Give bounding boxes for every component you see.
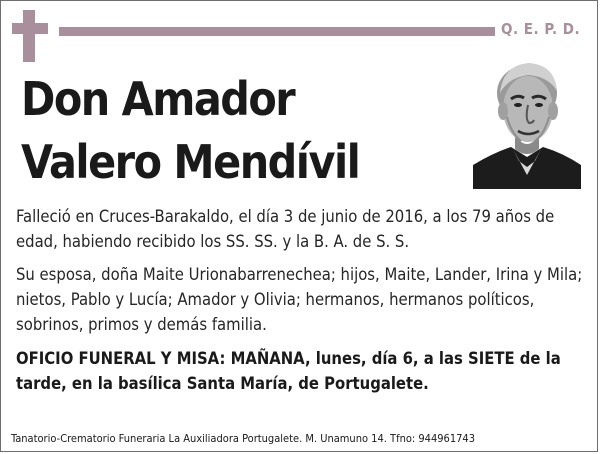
- funeral-home-footer: Tanatorio-Crematorio Funeraria La Auxiliadora Portugalete. M. Unamuno 14. Tfno: 944961743: [11, 432, 476, 445]
- cross-icon: [23, 10, 35, 62]
- qepd-label: Q. E. P. D.: [501, 20, 581, 38]
- deceased-name-line2: Valero Mendívil: [21, 135, 360, 189]
- header-rule: [59, 27, 495, 36]
- portrait-illustration: [473, 57, 581, 189]
- death-notice-paragraph: Falleció en Cruces-Barakaldo, el día 3 de junio de 2016, a los 79 años de edad, habiendo recibido los SS. SS. y la B. A. de S. S.: [16, 207, 555, 251]
- deceased-name-line1: Don Amador: [21, 72, 295, 126]
- portrait-photo: [473, 57, 581, 189]
- funeral-paragraph: OFICIO FUNERAL Y MISA: MAÑANA, lunes, día 6, a las SIETE de la tarde, en la basílica Santa María, de Portugalete.: [16, 349, 561, 393]
- cross-icon-bar: [12, 23, 48, 34]
- family-paragraph: Su esposa, doña Maite Urionabarrenechea; hijos, Maite, Lander, Irina y Mila; nietos, Pablo y Lucía; Amador y Olivia; hermanos, hermanos políticos, sobrinos, primos y demás familia.: [16, 265, 583, 334]
